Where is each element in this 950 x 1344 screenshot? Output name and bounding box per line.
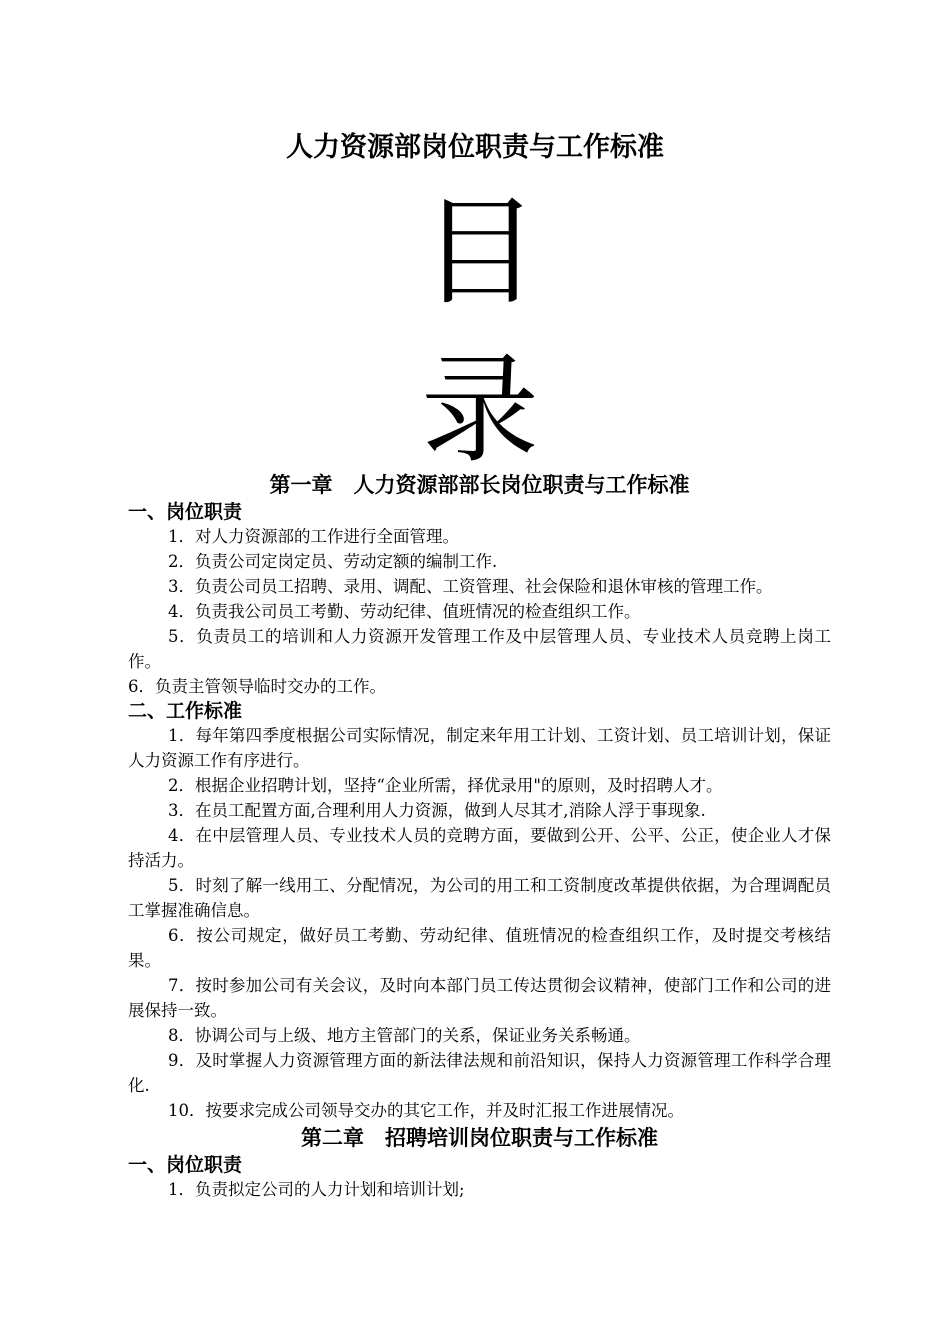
standard-item: 4．在中层管理人员、专业技术人员的竞聘方面，要做到公开、公平、公正，使企业人才保持活力。 — [128, 826, 831, 870]
duty-item: 4．负责我公司员工考勤、劳动纪律、值班情况的检查组织工作。 — [168, 602, 641, 621]
standard-item: 8．协调公司与上级、地方主管部门的关系，保证业务关系畅通。 — [168, 1026, 641, 1045]
document-title: 人力资源部岗位职责与工作标准 — [286, 132, 664, 163]
standard-item: 1．每年第四季度根据公司实际情况，制定来年用工计划、工资计划、员工培训计划，保证人力资源工作有序进行。 — [128, 726, 831, 770]
duty-item: 1．对人力资源部的工作进行全面管理。 — [168, 527, 459, 546]
chapter-1-section-standards-heading: 二、工作标准 — [128, 700, 243, 722]
chapter-2-section-duties-heading: 一、岗位职责 — [128, 1154, 243, 1176]
standard-item: 2．根据企业招聘计划，坚持“企业所需，择优录用"的原则，及时招聘人才。 — [168, 776, 723, 795]
duty-item: 2．负责公司定岗定员、劳动定额的编制工作. — [168, 552, 498, 571]
standard-item: 3．在员工配置方面,合理利用人力资源，做到人尽其才,消除人浮于事现象. — [168, 801, 706, 820]
standard-item: 6．按公司规定，做好员工考勤、劳动纪律、值班情况的检查组织工作，及时提交考核结果。 — [128, 926, 831, 970]
duty-item: 5．负责员工的培训和人力资源开发管理工作及中层管理人员、专业技术人员竞聘上岗工作。 — [128, 627, 831, 671]
chapter-1-section-duties-heading: 一、岗位职责 — [128, 501, 243, 523]
chapter-1-heading: 第一章 人力资源部部长岗位职责与工作标准 — [269, 472, 690, 497]
toc-heading-char-2: 录 — [420, 341, 539, 479]
chapter-2-heading: 第二章 招聘培训岗位职责与工作标准 — [301, 1125, 658, 1150]
standard-item: 10．按要求完成公司领导交办的其它工作，并及时汇报工作进展情况。 — [168, 1101, 684, 1120]
duty-item: 1．负责拟定公司的人力计划和培训计划; — [168, 1180, 465, 1199]
standard-item: 9．及时掌握人力资源管理方面的新法律法规和前沿知识，保持人力资源管理工作科学合理化. — [128, 1051, 831, 1095]
duty-item: 6．负责主管领导临时交办的工作。 — [128, 677, 386, 696]
duty-item: 3．负责公司员工招聘、录用、调配、工资管理、社会保险和退休审核的管理工作。 — [168, 577, 773, 596]
standard-item: 5．时刻了解一线用工、分配情况，为公司的用工和工资制度改革提供依据，为合理调配员工掌握准确信息。 — [128, 876, 831, 920]
document-body — [128, 470, 831, 1202]
toc-heading-char-1: 目 — [420, 183, 539, 321]
standard-item: 7．按时参加公司有关会议，及时向本部门员工传达贯彻会议精神，使部门工作和公司的进展保持一致。 — [128, 976, 831, 1020]
